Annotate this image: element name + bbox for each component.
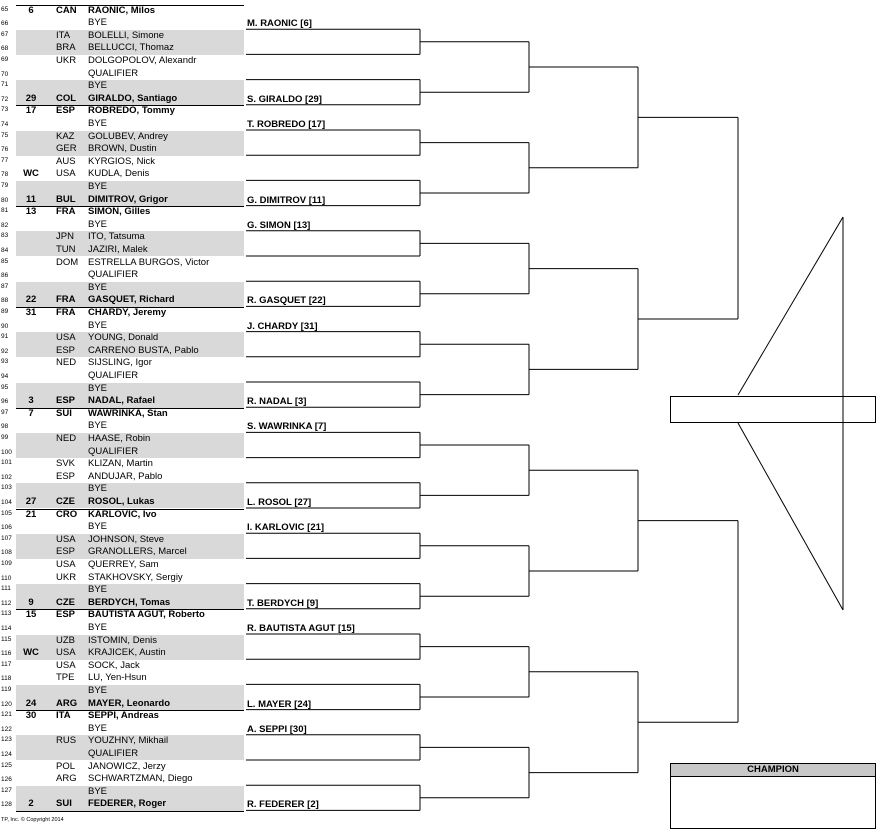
draw-row [0,206,246,219]
seed: 30 [25,710,37,722]
draw-row [0,320,246,333]
player-name: DIMITROV, Grigor [88,193,168,205]
draw-position: 90 [1,322,9,330]
seed: 15 [25,609,37,621]
final-diagonal [738,217,843,395]
draw-row [0,572,246,585]
player-name: BYE [88,17,108,29]
player-name: BYE [88,684,108,696]
player-name: BYE [88,80,108,92]
player-name: SEPPI, Andreas [88,710,159,722]
draw-position: 116 [1,650,12,658]
country: SUI [56,407,72,419]
country: ESP [56,344,76,356]
player-name: KLIZAN, Martin [88,458,153,470]
player-name: JANOWICZ, Jerzy [88,760,166,772]
final-diagonal [738,423,843,610]
draw-row [0,660,246,673]
seed: 9 [28,596,34,608]
player-name: HAASE, Robin [88,432,151,444]
player-name: BYE [88,584,108,596]
player-name: BYE [88,521,108,533]
draw-row [0,118,246,131]
draw-position: 103 [1,484,12,492]
draw-position: 127 [1,786,12,794]
country: SVK [56,458,76,470]
draw-position: 93 [1,358,9,366]
player-name: BYE [88,319,108,331]
player-name: SOCK, Jack [88,659,140,671]
draw-position: 95 [1,383,9,391]
final-winner-box [670,396,876,423]
round-two-player: A. SEPPI [30] [247,723,307,735]
seed: 31 [25,306,37,318]
draw-position: 120 [1,700,12,708]
draw-row [0,357,246,370]
champion-label: CHAMPION [671,764,875,777]
player-name: JAZIRI, Malek [88,243,148,255]
draw-row [0,496,246,509]
country: CZE [56,596,75,608]
player-name: BYE [88,420,108,432]
draw-position: 81 [1,207,9,215]
draw-row [0,584,246,597]
seed: 27 [25,495,37,507]
country: POL [56,760,76,772]
player-name: YOUZHNY, Mikhail [88,735,169,747]
player-name: BELLUCCI, Thomaz [88,42,174,54]
player-name: GIRALDO, Santiago [88,92,178,104]
country: AUS [56,155,76,167]
draw-position: 118 [1,675,12,683]
draw-position: 108 [1,549,12,557]
draw-position: 125 [1,761,12,769]
country: ESP [56,609,76,621]
draw-row [0,798,246,811]
country: FRA [56,306,76,318]
draw-row [0,735,246,748]
player-name: YOUNG, Donald [88,332,159,344]
draw-row [0,105,246,118]
round-two-player: G. SIMON [13] [247,219,311,231]
country: FRA [56,294,76,306]
country: NED [56,432,77,444]
draw-position: 104 [1,498,12,506]
player-name: ANDUJAR, Pablo [88,470,163,482]
country: JPN [56,231,74,243]
draw-position: 91 [1,333,9,341]
draw-position: 94 [1,372,9,380]
draw-position: 79 [1,181,9,189]
country: UKR [56,571,77,583]
country: UZB [56,634,75,646]
draw-row [0,257,246,270]
draw-position: 86 [1,272,9,280]
player-name: RAONIC, Milos [88,4,156,16]
draw-row [0,685,246,698]
draw-row [0,761,246,774]
player-name: MAYER, Leonardo [88,697,170,709]
seed: WC [23,647,39,659]
draw-row [0,5,246,18]
country: DOM [56,256,79,268]
draw-row [0,194,246,207]
player-name: ROSOL, Lukas [88,495,155,507]
seed: 29 [25,92,37,104]
draw-position: 77 [1,156,9,164]
draw-row [0,80,246,93]
round-two-player: L. MAYER [24] [247,698,312,710]
country: SUI [56,798,72,810]
draw-position: 73 [1,106,9,114]
player-name: SCHWARTZMAN, Diego [88,773,193,785]
draw-row [0,282,246,295]
draw-position: 92 [1,347,9,355]
draw-position: 117 [1,660,12,668]
country: RUS [56,735,77,747]
round-two-player: R. FEDERER [2] [247,799,319,811]
player-name: BYE [88,117,108,129]
country: UKR [56,54,77,66]
country: NED [56,357,77,369]
draw-row [0,68,246,81]
draw-row [0,635,246,648]
country: USA [56,659,76,671]
round-two-player: I. KARLOVIC [21] [247,522,325,534]
draw-position: 82 [1,221,9,229]
country: FRA [56,206,76,218]
round-two-player: M. RAONIC [6] [247,18,312,30]
draw-row [0,42,246,55]
draw-row [0,131,246,144]
player-name: SIJSLING, Igor [88,357,152,369]
player-name: CHARDY, Jeremy [88,306,167,318]
country: BUL [56,193,76,205]
player-name: QUALIFIER [88,369,139,381]
country: COL [56,92,77,104]
draw-row [0,30,246,43]
draw-position: 102 [1,473,12,481]
draw-row [0,609,246,622]
player-name: LU, Yen-Hsun [88,672,147,684]
draw-position: 70 [1,70,9,78]
country: USA [56,332,76,344]
seed: 6 [28,4,34,16]
draw-row [0,168,246,181]
draw-position: 99 [1,433,9,441]
draw-position: 106 [1,524,12,532]
round-two-player: R. GASQUET [22] [247,295,326,307]
round-two-player: T. BERDYCH [9] [247,597,319,609]
player-name: BAUTISTA AGUT, Roberto [88,609,205,621]
draw-position: 109 [1,559,12,567]
draw-position: 98 [1,423,9,431]
draw-row [0,710,246,723]
country: ARG [56,773,77,785]
draw-row [0,446,246,459]
draw-row [0,395,246,408]
draw-position: 124 [1,750,12,758]
draw-position: 72 [1,95,9,103]
draw-row [0,17,246,30]
player-name: BYE [88,180,108,192]
player-name: BROWN, Dustin [88,143,157,155]
draw-position: 128 [1,801,12,809]
country: USA [56,558,76,570]
round-two-player: L. ROSOL [27] [247,497,312,508]
country: GER [56,143,77,155]
draw-row [0,773,246,786]
player-name: BYE [88,722,108,734]
player-name: BYE [88,218,108,230]
draw-position: 66 [1,20,9,28]
player-name: BERDYCH, Tomas [88,596,171,608]
draw-position: 96 [1,398,9,406]
copyright-footer: TP, Inc. © Copyright 2014 [1,817,64,823]
country: KAZ [56,130,75,142]
player-name: KYRGIOS, Nick [88,155,156,167]
player-name: QUALIFIER [88,269,139,281]
round-two-player: J. CHARDY [31] [247,320,318,332]
player-name: KRAJICEK, Austin [88,647,166,659]
draw-row [0,219,246,232]
player-name: QUALIFIER [88,67,139,79]
player-name: FEDERER, Roger [88,798,167,810]
player-name: ROBREDO, Tommy [88,105,175,117]
draw-row [0,370,246,383]
draw-position: 121 [1,711,12,719]
draw-row [0,269,246,282]
country: ESP [56,470,76,482]
draw-position: 67 [1,30,9,38]
round-two-player: T. ROBREDO [17] [247,119,326,130]
draw-row [0,483,246,496]
round-two-player: S. WAWRINKA [7] [247,421,327,433]
country: ESP [56,105,76,117]
player-name: GASQUET, Richard [88,294,175,306]
draw-position: 74 [1,120,9,128]
seed: 2 [28,798,34,810]
player-name: BYE [88,382,108,394]
draw-position: 97 [1,408,9,416]
draw-row [0,345,246,358]
draw-row [0,433,246,446]
seed: 24 [25,697,37,709]
draw-position: 119 [1,685,12,693]
draw-position: 113 [1,610,12,618]
draw-position: 114 [1,624,12,632]
draw-row [0,408,246,421]
draw-position: 88 [1,297,9,305]
draw-position: 101 [1,459,12,467]
round-two-player: S. GIRALDO [29] [247,93,322,105]
country: BRA [56,42,76,54]
draw-position: 111 [1,585,11,593]
player-name: GOLUBEV, Andrey [88,130,168,142]
draw-row [0,723,246,736]
player-name: SIMON, Gilles [88,206,151,218]
player-name: ESTRELLA BURGOS, Victor [88,256,210,268]
draw-row [0,534,246,547]
player-name: JOHNSON, Steve [88,533,165,545]
player-name: KARLOVIC, Ivo [88,508,157,520]
section-separator [16,811,244,812]
player-name: QUALIFIER [88,747,139,759]
draw-position: 123 [1,736,12,744]
seed: 21 [25,508,37,520]
player-name: BYE [88,483,108,495]
seed: 22 [25,294,37,306]
draw-position: 80 [1,196,9,204]
player-name: WAWRINKA, Stan [88,407,168,419]
draw-row [0,55,246,68]
seed: 3 [28,395,34,407]
player-name: DOLGOPOLOV, Alexandr [88,54,197,66]
draw-row [0,383,246,396]
country: USA [56,533,76,545]
seed: 11 [25,193,37,205]
draw-position: 105 [1,509,12,517]
seed: 17 [25,105,37,117]
player-name: QUALIFIER [88,445,139,457]
seed: 13 [25,206,37,218]
draw-position: 83 [1,232,9,240]
draw-position: 68 [1,45,9,53]
player-name: STAKHOVSKY, Sergiy [88,571,183,583]
draw-position: 65 [1,5,9,13]
draw-position: 126 [1,776,12,784]
draw-position: 110 [1,574,12,582]
draw-row [0,143,246,156]
champion-box [670,763,876,829]
draw-row [0,672,246,685]
country: ESP [56,546,76,558]
draw-row [0,521,246,534]
draw-position: 84 [1,246,9,254]
draw-position: 115 [1,635,12,643]
draw-position: 69 [1,55,9,63]
draw-row [0,786,246,799]
draw-position: 78 [1,171,9,179]
draw-row [0,181,246,194]
draw-row [0,471,246,484]
draw-position: 122 [1,725,12,733]
draw-row [0,93,246,106]
country: CAN [56,4,77,16]
round-two-player: G. DIMITROV [11] [247,194,326,206]
country: USA [56,168,76,180]
country: TUN [56,243,76,255]
player-name: KUDLA, Denis [88,168,150,180]
player-name: GRANOLLERS, Marcel [88,546,187,558]
draw-position: 89 [1,307,9,315]
country: ARG [56,697,78,709]
draw-position: 100 [1,448,12,456]
country: ESP [56,395,76,407]
player-name: BYE [88,281,108,293]
draw-row [0,332,246,345]
draw-row [0,231,246,244]
draw-row [0,420,246,433]
country: TPE [56,672,75,684]
draw-row [0,294,246,307]
seed: 7 [28,407,34,419]
draw-row [0,509,246,522]
player-name: BYE [88,621,108,633]
player-name: NADAL, Rafael [88,395,156,407]
draw-position: 85 [1,257,9,265]
draw-row [0,546,246,559]
draw-row [0,244,246,257]
country: ITA [56,29,71,41]
draw-row [0,458,246,471]
player-name: BOLELLI, Simone [88,29,165,41]
draw-position: 112 [1,599,12,607]
player-name: ISTOMIN, Denis [88,634,157,646]
country: ITA [56,710,71,722]
country: CRO [56,508,78,520]
draw-position: 107 [1,534,12,542]
player-name: CARRENO BUSTA, Pablo [88,344,199,356]
draw-row [0,698,246,711]
draw-row [0,597,246,610]
draw-row [0,622,246,635]
draw-position: 71 [1,81,9,89]
player-name: ITO, Tatsuma [88,231,145,243]
player-name: BYE [88,785,108,797]
round-two-player: R. NADAL [3] [247,396,307,408]
draw-position: 76 [1,146,9,154]
draw-position: 87 [1,282,9,290]
seed: WC [23,168,39,180]
draw-row [0,748,246,761]
country: USA [56,647,76,659]
country: CZE [56,495,75,507]
player-name: QUERREY, Sam [88,558,159,570]
draw-row [0,559,246,572]
draw-position: 75 [1,131,9,139]
draw-row [0,156,246,169]
round-two-player: R. BAUTISTA AGUT [15] [247,623,355,634]
draw-row [0,647,246,660]
draw-row [0,307,246,320]
